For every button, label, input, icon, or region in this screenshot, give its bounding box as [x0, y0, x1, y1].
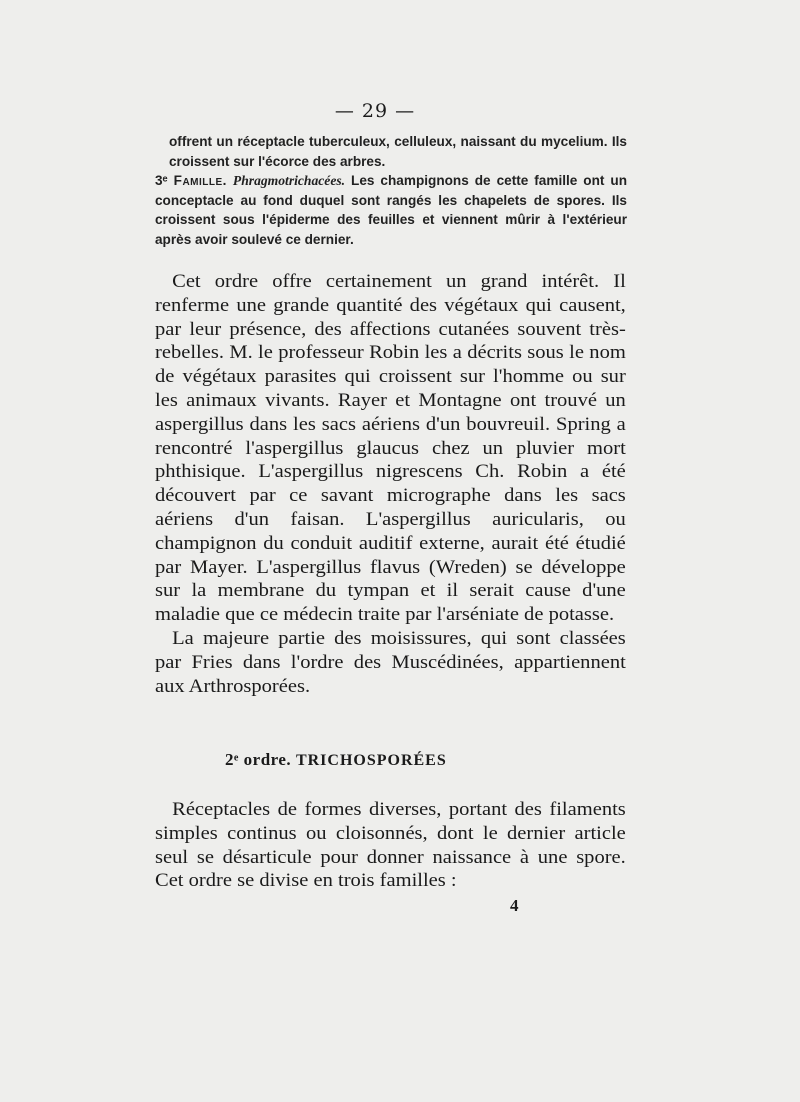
paragraph-receptacles: Réceptacles de formes diverses, portant des filaments simples continus ou cloisonnés, dont le dernier article seul se désarticule pour donner naissance à une spore. Cet ordre se divise en trois familles :	[155, 799, 626, 892]
section-heading-prefix: 2ᵉ ordre.	[225, 750, 292, 769]
famille-entry	[155, 173, 627, 247]
signature-mark: 4	[510, 896, 519, 915]
main-text-block	[155, 270, 626, 698]
top-continuation-text: offrent un réceptacle tuberculeux, celluleux, naissant du mycelium. Ils croissent sur l'écorce des arbres.	[169, 134, 627, 169]
page-number: — 29 —	[334, 100, 416, 122]
famille-label: Famille.	[173, 173, 227, 189]
paragraph-moisissures: La majeure partie des moisissures, qui sont classées par Fries dans l'ordre des Muscédinées, appartiennent aux Arthrosporées.	[155, 627, 626, 697]
famille-name: Phragmotrichacées.	[232, 173, 346, 189]
famille-number: 3ᵉ	[155, 173, 168, 189]
top-small-print-block	[155, 132, 627, 250]
famille-text: Les champignons de cette famille ont un conceptacle au fond duquel sont rangés les chapelets de spores. Ils croissent sous l'épiderme des feuilles et viennent mûrir à l'extérieur après avoir soulevé ce dernier.	[155, 173, 628, 247]
lower-text-block	[155, 798, 626, 893]
section-heading-title: TRICHOSPORÉES	[295, 752, 447, 769]
section-heading	[225, 750, 525, 770]
paragraph-ordre-interet: Cet ordre offre certainement un grand intérêt. Il renferme une grande quantité des végétaux qui causent, par leur présence, des affections cutanées souvent très-rebelles. M. le professeur Robin les a décrits sous le nom de végétaux parasites qui croissent sur l'homme ou sur les animaux vivants. Rayer et Montagne ont trouvé un aspergillus dans les sacs aériens d'un bouvreuil. Spring a rencontré l'aspergillus glaucus chez un pluvier mort phthisique. L'aspergillus nigrescens Ch. Robin a été découvert par ce savant micrographe dans les sacs aériens d'un faisan. L'aspergillus auricularis, ou champignon du conduit auditif externe, aurait été étudié par Mayer. L'aspergillus flavus (Wreden) se développe sur la membrane du tympan et il serait cause d'une maladie que ce médecin traite par l'arséniate de potasse.	[155, 271, 626, 626]
